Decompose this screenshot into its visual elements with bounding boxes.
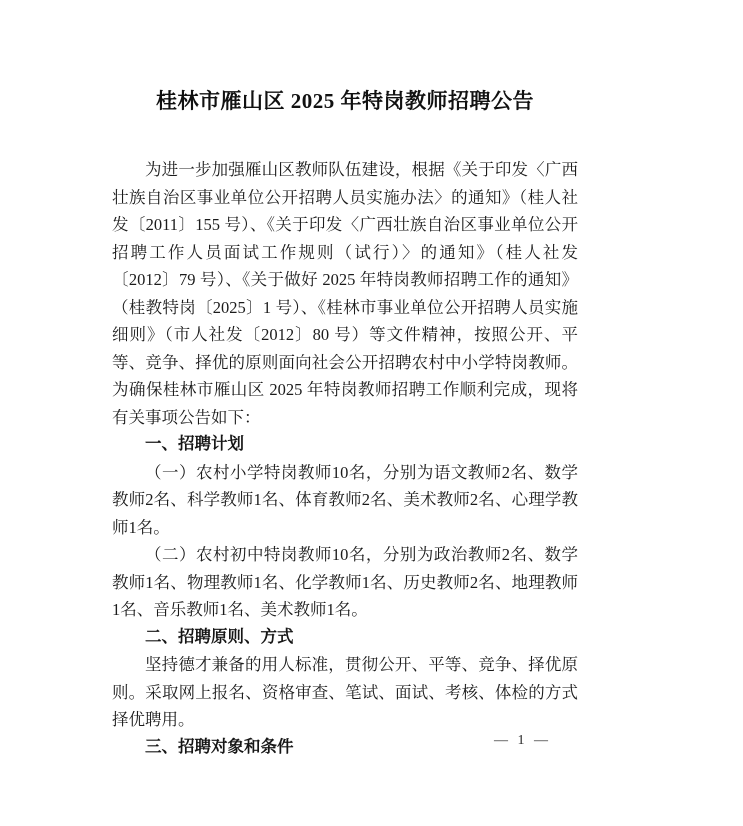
intro-paragraph: 为进一步加强雁山区教师队伍建设，根据《关于印发〈广西壮族自治区事业单位公开招聘人员实施办法〉的通知》（桂人社发〔2011〕155 号）、《关于印发〈广西壮族自治区事业单位公开招聘工作人员面试工作规则（试行）〉的通知》（桂人社发〔2012〕79 号）、《关于做好 2025 年特岗教师招聘工作的通知》（桂教特岗〔2025〕1 号）、《桂林市事业单位公开招聘人员实施细则》（市人社发〔2012〕80 号）等文件精神，按照公开、平等、竞争、择优的原则面向社会公开招聘农村中小学特岗教师。为确保桂林市雁山区 2025 年特岗教师招聘工作顺利完成，现将有关事项公告如下： (112, 160, 578, 427)
document-content (112, 84, 578, 761)
paragraph-principles: 坚持德才兼备的用人标准，贯彻公开、平等、竞争、择优原则。采取网上报名、资格审查、笔试、面试、考核、体检的方式择优聘用。 (112, 655, 578, 729)
section-heading-principles: 二、招聘原则、方式 (145, 627, 294, 646)
page-number: — 1 — (494, 733, 551, 748)
section-heading-targets-conditions: 三、招聘对象和条件 (145, 737, 294, 756)
paragraph-primary-school-posts: （一）农村小学特岗教师10名，分别为语文教师2名、数学教师2名、科学教师1名、体育教师2名、美术教师2名、心理学教师1名。 (112, 462, 578, 537)
section-heading-recruitment-plan: 一、招聘计划 (145, 435, 244, 453)
document-title: 桂林市雁山区 2025 年特岗教师招聘公告 (156, 89, 534, 113)
paragraph-middle-school-posts: （二）农村初中特岗教师10名，分别为政治教师2名、数学教师1名、物理教师1名、化学教师1名、历史教师2名、地理教师1名、音乐教师1名、美术教师1名。 (112, 545, 578, 619)
